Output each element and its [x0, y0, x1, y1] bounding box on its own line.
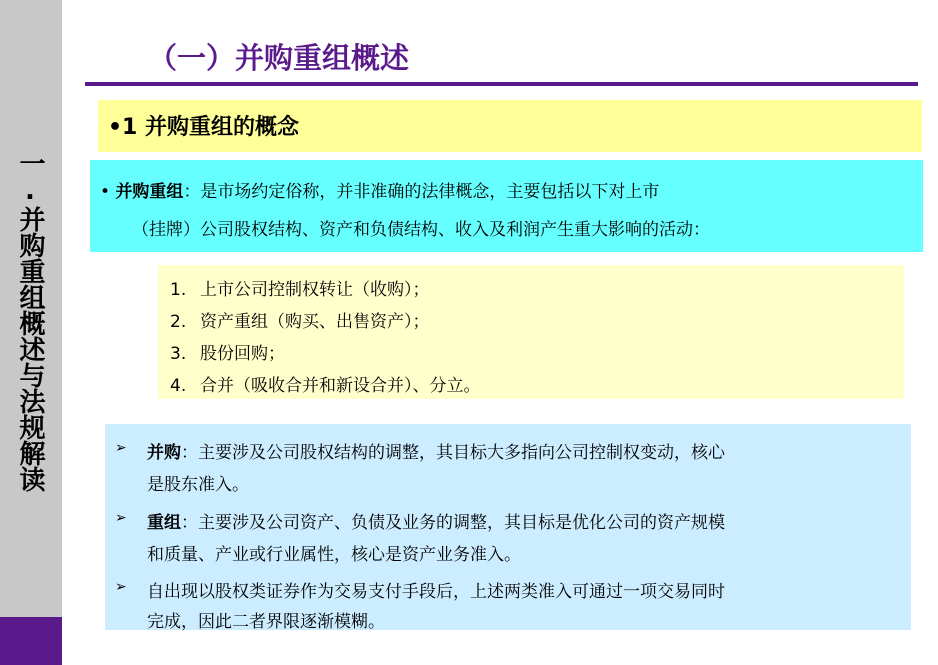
list-text: 合并（吸收合并和新设合并）、分立。	[200, 376, 481, 396]
note-1-term: 并购	[147, 443, 181, 463]
arrow-bullet-icon: ➢	[115, 510, 127, 526]
subheading-box	[98, 100, 922, 152]
definition-bullet: •	[100, 182, 111, 202]
list-item	[170, 371, 481, 396]
note-2-line-1	[147, 508, 725, 533]
arrow-bullet-icon: ➢	[115, 579, 127, 595]
note-1-line-1	[147, 438, 725, 463]
sidebar	[0, 0, 62, 665]
subheading: •1 并购重组的概念	[108, 115, 300, 140]
slide-title: （一）并购重组概述	[148, 41, 410, 75]
note-2-term: 重组	[147, 513, 181, 533]
sidebar-section-title: 一.并购重组概述与法规解读	[15, 150, 45, 492]
definition-line-1	[100, 177, 659, 202]
title-divider	[85, 82, 918, 86]
list-text: 股份回购；	[200, 344, 285, 364]
activity-list	[158, 265, 904, 399]
list-number: 4.	[170, 376, 187, 396]
note-3-line-2: 完成，因此二者界限逐渐模糊。	[147, 612, 385, 632]
arrow-bullet-icon: ➢	[115, 440, 127, 456]
note-1-line-2: 是股东准入。	[147, 475, 249, 495]
sidebar-accent-block	[0, 617, 62, 665]
note-3-line-1: 自出现以股权类证券作为交易支付手段后，上述两类准入可通过一项交易同时	[147, 582, 725, 602]
list-number: 1.	[170, 280, 187, 300]
list-text: 上市公司控制权转让（收购）；	[200, 280, 430, 300]
definition-term: 并购重组	[115, 182, 184, 202]
list-number: 2.	[170, 312, 187, 332]
note-2-text: ：主要涉及公司资产、负债及业务的调整，其目标是优化公司的资产规模	[181, 513, 725, 533]
list-text: 资产重组（购买、出售资产）；	[200, 312, 430, 332]
definition-box	[90, 160, 923, 252]
note-1-text: ：主要涉及公司股权结构的调整，其目标大多指向公司控制权变动，核心	[181, 443, 725, 463]
list-number: 3.	[170, 344, 187, 364]
note-2-line-2: 和质量、产业或行业属性，核心是资产业务准入。	[147, 545, 521, 565]
notes-box	[105, 424, 911, 630]
list-item	[170, 339, 285, 364]
list-item	[170, 307, 430, 332]
definition-line-2: （挂牌）公司股权结构、资产和负债结构、收入及利润产生重大影响的活动：	[132, 220, 710, 240]
definition-text-1: ：是市场约定俗称，并非准确的法律概念，主要包括以下对上市	[183, 182, 660, 202]
list-item	[170, 275, 430, 300]
